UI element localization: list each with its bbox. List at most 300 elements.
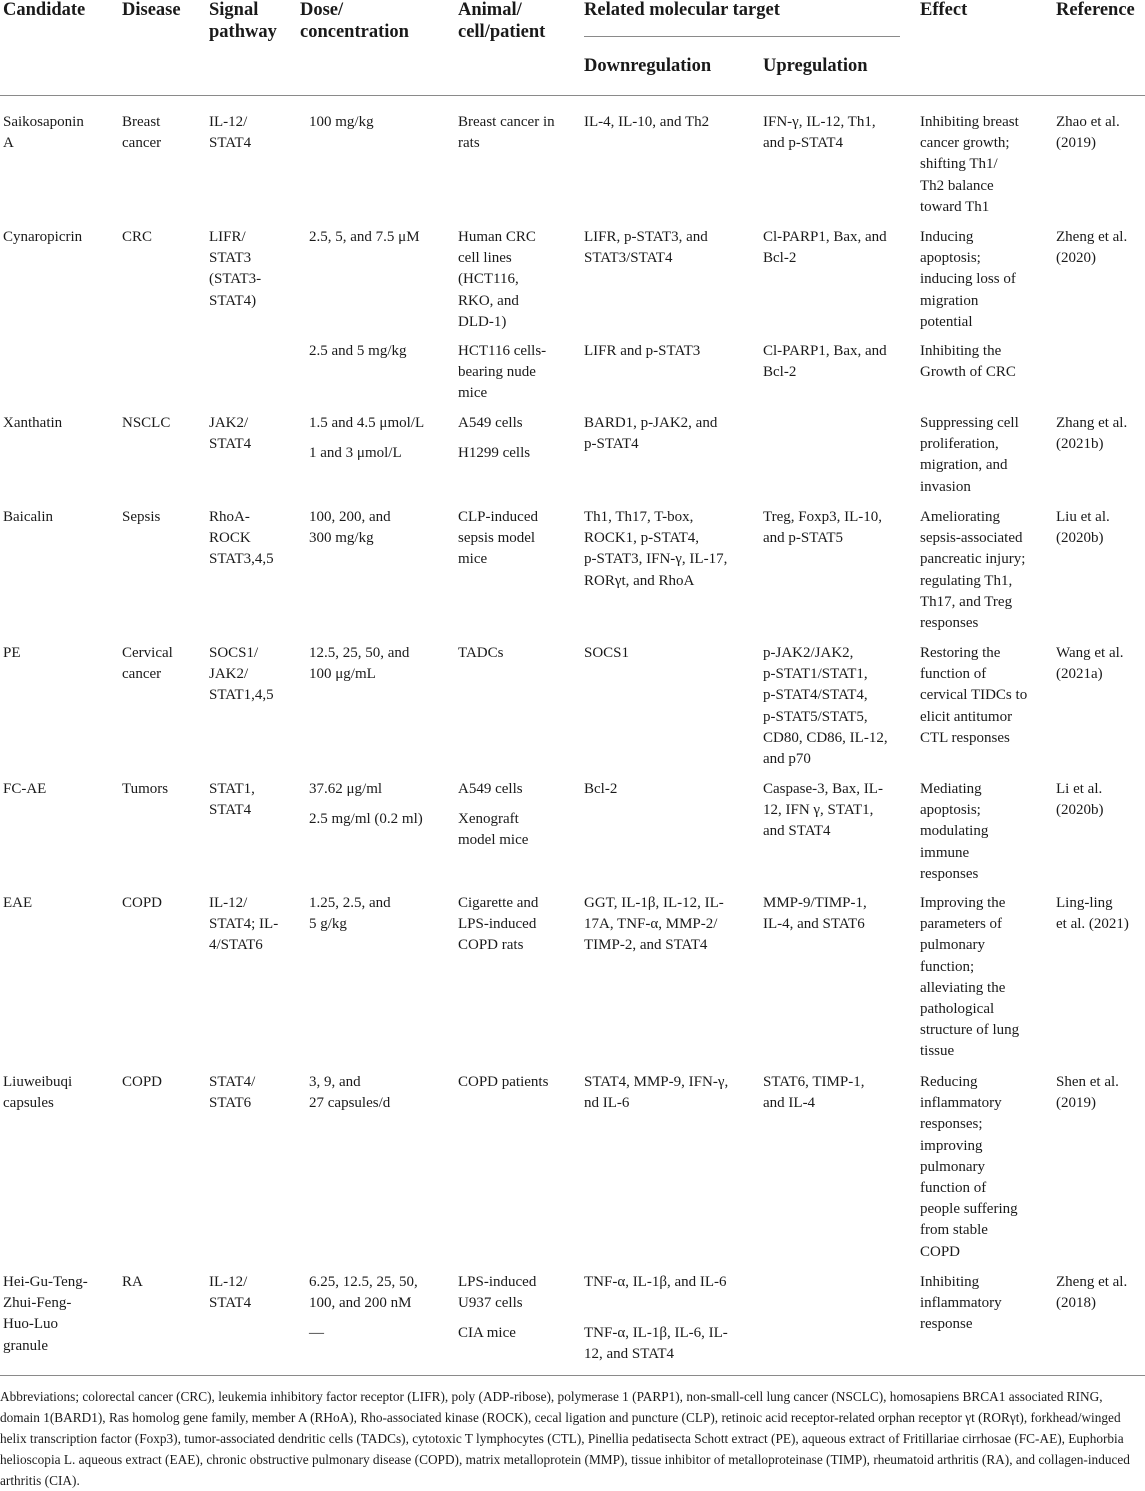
- header-subject: Animal/ cell/patient: [458, 0, 546, 42]
- cell-candidate: [3, 1072, 115, 1114]
- cell-line: RKO, and: [458, 292, 519, 309]
- cell-line: IL-4, IL-10, and Th2: [584, 114, 710, 130]
- cell-down: [584, 1323, 760, 1365]
- cell-line: 12, IFN γ, STAT1,: [763, 802, 874, 819]
- cell-subject: [458, 443, 580, 464]
- cell-line: Xanthatin: [3, 415, 63, 431]
- cell-disease: [122, 643, 207, 685]
- cell-effect: [920, 893, 1052, 1063]
- cell-line: COPD rats: [458, 937, 524, 954]
- cell-candidate: [3, 413, 115, 434]
- cell-line: Improving the: [920, 895, 1006, 911]
- cell-line: cancer: [122, 666, 162, 683]
- cell-line: Saikosaponin: [3, 114, 84, 130]
- cell-line: Baicalin: [3, 509, 53, 525]
- cell-line: Huo-Luo: [3, 1316, 58, 1333]
- cell-line: (2020b): [1056, 530, 1104, 547]
- cell-line: Reducing: [920, 1074, 978, 1090]
- cell-down: [584, 893, 760, 957]
- cell-line: pulmonary: [920, 937, 985, 954]
- cell-subject: [458, 643, 580, 664]
- cell-line: IL-12/: [209, 895, 248, 911]
- cell-line: CTL responses: [920, 729, 1010, 746]
- cell-line: STAT4: [209, 1295, 252, 1312]
- cell-reference: [1056, 779, 1145, 821]
- cell-reference: [1056, 507, 1145, 549]
- cell-line: from stable: [920, 1222, 988, 1239]
- cell-line: H1299 cells: [458, 445, 531, 461]
- cell-line: tissue: [920, 1043, 955, 1060]
- cell-line: Bcl-2: [584, 781, 618, 797]
- cell-line: Ameliorating: [920, 509, 1000, 525]
- cell-line: CLP-induced: [458, 509, 538, 525]
- cell-line: MMP-9/TIMP-1,: [763, 895, 867, 911]
- cell-subject: [458, 227, 580, 333]
- cell-line: STAT4: [209, 436, 252, 453]
- cell-reference: [1056, 893, 1145, 935]
- cell-line: (2019): [1056, 135, 1096, 152]
- cell-line: p-JAK2/JAK2,: [763, 645, 854, 661]
- cell-line: CIA mice: [458, 1325, 516, 1341]
- cell-line: CD80, CD86, IL-12,: [763, 729, 888, 746]
- cell-line: p-STAT4: [584, 436, 639, 453]
- cell-line: JAK2/: [209, 415, 249, 431]
- cell-line: immune: [920, 844, 970, 861]
- cell-dose: [309, 1072, 454, 1114]
- cell-up: [763, 893, 915, 935]
- cell-line: 2.5 and 5 mg/kg: [309, 343, 407, 359]
- cell-line: Breast: [122, 114, 161, 130]
- cell-subject: [458, 413, 580, 434]
- cell-line: inflammatory: [920, 1295, 1002, 1312]
- cell-line: function of: [920, 1180, 987, 1197]
- cell-line: DLD-1): [458, 313, 507, 330]
- cell-line: NSCLC: [122, 415, 171, 431]
- cell-line: apoptosis;: [920, 802, 981, 819]
- cell-line: Breast cancer in: [458, 114, 555, 130]
- cell-effect: [920, 779, 1052, 885]
- cell-line: IL-12/: [209, 1274, 248, 1290]
- cell-candidate: [3, 112, 115, 154]
- cell-line: migration, and: [920, 457, 1008, 474]
- cell-line: LIFR, p-STAT3, and: [584, 229, 708, 245]
- cell-line: TNF-α, IL-1β, IL-6, IL-: [584, 1325, 728, 1341]
- cell-line: elicit antitumor: [920, 708, 1013, 725]
- cell-line: 100, and 200 nM: [309, 1295, 412, 1312]
- cell-line: 100 μg/mL: [309, 666, 376, 683]
- cell-down: [584, 507, 760, 592]
- cell-line: (2021a): [1056, 666, 1103, 683]
- cell-line: STAT4: [209, 802, 252, 819]
- cell-line: 4/STAT6: [209, 937, 263, 954]
- cell-line: responses: [920, 615, 979, 632]
- cell-line: function;: [920, 958, 975, 975]
- cell-line: 6.25, 12.5, 25, 50,: [309, 1274, 418, 1290]
- cell-line: rats: [458, 135, 480, 152]
- cell-line: granule: [3, 1337, 48, 1354]
- cell-line: RA: [122, 1274, 143, 1290]
- cell-line: LPS-induced: [458, 1274, 537, 1290]
- cell-line: Suppressing cell: [920, 415, 1019, 431]
- cell-line: and IL-4: [763, 1095, 816, 1112]
- cell-dose: [309, 1272, 454, 1314]
- cell-line: mice: [458, 385, 488, 402]
- cell-line: LIFR and p-STAT3: [584, 343, 701, 359]
- cell-line: Inhibiting breast: [920, 114, 1019, 130]
- cell-line: 12.5, 25, 50, and: [309, 645, 410, 661]
- cell-line: A: [3, 135, 14, 152]
- cell-line: TIMP-2, and STAT4: [584, 937, 708, 954]
- cell-line: LIFR/: [209, 229, 246, 245]
- cell-line: Liu et al.: [1056, 509, 1110, 525]
- cell-line: Wang et al.: [1056, 645, 1124, 661]
- cell-reference: [1056, 643, 1145, 685]
- cell-line: 1.25, 2.5, and: [309, 895, 391, 911]
- cell-down: [584, 413, 760, 455]
- cell-disease: [122, 1072, 207, 1093]
- header-dose: Dose/ concentration: [300, 0, 409, 42]
- cell-line: A549 cells: [458, 781, 523, 797]
- cell-effect: [920, 1272, 1052, 1336]
- cell-line: IL-4, and STAT6: [763, 916, 865, 933]
- cell-line: Xenograft: [458, 811, 519, 827]
- header-subrule: [584, 36, 900, 37]
- cell-candidate: [3, 893, 115, 914]
- cell-line: Zheng et al.: [1056, 1274, 1128, 1290]
- cell-line: A549 cells: [458, 415, 523, 431]
- cell-dose: [309, 779, 454, 800]
- cell-candidate: [3, 643, 115, 664]
- cell-subject: [458, 1272, 580, 1314]
- cell-line: Tumors: [122, 781, 169, 797]
- cell-line: improving: [920, 1137, 983, 1154]
- cell-line: responses: [920, 865, 979, 882]
- cell-subject: [458, 779, 580, 800]
- cell-line: Inhibiting the: [920, 343, 1002, 359]
- cell-line: Th1, Th17, T-box,: [584, 509, 694, 525]
- cell-line: Cl-PARP1, Bax, and: [763, 343, 887, 359]
- cell-line: GGT, IL-1β, IL-12, IL-: [584, 895, 724, 911]
- cell-line: Sepsis: [122, 509, 161, 525]
- cell-line: 100 mg/kg: [309, 114, 374, 130]
- cell-down: [584, 779, 760, 800]
- cell-line: Th2 balance: [920, 177, 994, 194]
- header-upregulation: Upregulation: [763, 56, 868, 76]
- cell-effect: [920, 227, 1052, 333]
- cell-line: toward Th1: [920, 198, 990, 215]
- cell-up: [763, 507, 915, 549]
- cell-line: apoptosis;: [920, 250, 981, 267]
- cell-line: Bcl-2: [763, 250, 797, 267]
- cell-line: inflammatory: [920, 1095, 1002, 1112]
- cell-line: Inhibiting: [920, 1274, 980, 1290]
- cell-line: Bcl-2: [763, 364, 797, 381]
- cell-reference: [1056, 112, 1145, 154]
- cell-line: p-STAT3, IFN-γ, IL-17,: [584, 551, 728, 568]
- abbreviations-text: Abbreviations; colorectal cancer (CRC), leukemia inhibitory factor receptor (LIFR), poly (ADP-ribose), polymerase 1 (PARP1), non-small-cell lung cancer (NSCLC), homosapiens BRCA1 associated RING, domain 1(BARD1), Ras homolog gene family, member A (RHoA), Rho-associated kinase (ROCK), cecal ligation and puncture (CLP), retinoic acid receptor-related orphan receptor γt (RORγt), forkhead/winged helix transcription factor (Foxp3), tumor-associated dendritic cells (TADCs), cytotoxic T lymphocytes (CTL), Pinellia pedatisecta Schott extract (PE), aqueous extract of Fritillariae cirrhosae (FC-AE), Euphorbia helioscopia L. aqueous extract (EAE), chronic obstructive pulmonary disease (COPD), matrix metalloprotein (MMP), tissue inhibitor of metalloproteinase (TIMP), rheumatoid arthritis (RA), and collagen-induced arthritis (CIA).: [0, 1389, 1130, 1488]
- cell-line: shifting Th1/: [920, 156, 998, 173]
- cell-candidate: [3, 779, 115, 800]
- cell-line: IFN-γ, IL-12, Th1,: [763, 114, 876, 130]
- cell-line: STAT1,4,5: [209, 687, 274, 704]
- cell-line: 17A, TNF-α, MMP-2/: [584, 916, 718, 933]
- cell-line: RhoA-: [209, 509, 250, 525]
- cell-disease: [122, 1272, 207, 1293]
- cell-line: (HCT116,: [458, 271, 519, 288]
- cell-line: —: [309, 1325, 324, 1341]
- cell-line: potential: [920, 313, 973, 330]
- table-footnote: [0, 1375, 1145, 1491]
- cell-reference: [1056, 1272, 1145, 1314]
- cell-subject: [458, 1072, 580, 1093]
- cell-effect: [920, 112, 1052, 218]
- cell-line: BARD1, p-JAK2, and: [584, 415, 718, 431]
- cell-line: p-STAT1/STAT1,: [763, 666, 868, 683]
- cell-line: modulating: [920, 823, 989, 840]
- cell-line: 2.5, 5, and 7.5 μM: [309, 229, 420, 245]
- cell-line: 100, 200, and: [309, 509, 391, 525]
- cell-up: [763, 341, 915, 383]
- cell-line: Ling-ling: [1056, 895, 1113, 911]
- cell-down: [584, 1072, 760, 1114]
- cell-line: (2021b): [1056, 436, 1104, 453]
- cell-pathway: [209, 643, 297, 707]
- cell-line: (STAT3-: [209, 271, 262, 288]
- cell-line: Inducing: [920, 229, 974, 245]
- cell-line: SOCS1/: [209, 645, 259, 661]
- cell-line: Liuweibuqi: [3, 1074, 73, 1090]
- cell-line: cervical TIDCs to: [920, 687, 1028, 704]
- cell-subject: [458, 809, 580, 851]
- cell-line: STAT4; IL-: [209, 916, 279, 933]
- cell-line: 2.5 mg/ml (0.2 ml): [309, 811, 423, 827]
- cell-line: p-STAT5/STAT5,: [763, 708, 868, 725]
- cell-line: pathological: [920, 1001, 995, 1018]
- cell-line: Zhui-Feng-: [3, 1295, 72, 1312]
- cell-line: parameters of: [920, 916, 1003, 933]
- cell-subject: [458, 507, 580, 571]
- cell-line: COPD patients: [458, 1074, 549, 1090]
- cell-line: TNF-α, IL-1β, and IL-6: [584, 1274, 727, 1290]
- cell-disease: [122, 413, 207, 434]
- cell-disease: [122, 507, 207, 528]
- cell-line: COPD: [920, 1243, 961, 1260]
- cell-down: [584, 1272, 760, 1293]
- cell-line: STAT6: [209, 1095, 252, 1112]
- cell-line: HCT116 cells-: [458, 343, 547, 359]
- cell-effect: [920, 1072, 1052, 1263]
- cell-dose: [309, 893, 454, 935]
- cell-line: nd IL-6: [584, 1095, 630, 1112]
- cell-line: 300 mg/kg: [309, 530, 374, 547]
- cell-line: 1 and 3 μmol/L: [309, 445, 402, 461]
- cell-pathway: [209, 1072, 297, 1114]
- cell-line: 27 capsules/d: [309, 1095, 391, 1112]
- cell-line: regulating Th1,: [920, 572, 1013, 589]
- cell-effect: [920, 643, 1052, 749]
- cell-line: COPD: [122, 895, 163, 911]
- cell-line: Th17, and Treg: [920, 593, 1013, 610]
- cell-line: proliferation,: [920, 436, 999, 453]
- cell-line: model mice: [458, 832, 529, 849]
- header-disease: Disease: [122, 0, 181, 20]
- cell-effect: [920, 341, 1052, 383]
- cell-down: [584, 227, 760, 269]
- cell-line: TADCs: [458, 645, 504, 661]
- cell-line: sepsis-associated: [920, 530, 1023, 547]
- cell-pathway: [209, 413, 297, 455]
- cell-line: STAT4, MMP-9, IFN-γ,: [584, 1074, 729, 1090]
- cell-line: structure of lung: [920, 1022, 1020, 1039]
- header-signal-pathway: Signal pathway: [209, 0, 277, 42]
- cell-line: cell lines: [458, 250, 512, 267]
- cell-line: STAT4: [209, 135, 252, 152]
- cell-dose: [309, 341, 454, 362]
- cell-line: STAT3,4,5: [209, 551, 274, 568]
- cell-line: Cynaropicrin: [3, 229, 83, 245]
- cell-line: function of: [920, 666, 987, 683]
- cell-reference: [1056, 413, 1145, 455]
- cell-line: STAT1,: [209, 781, 255, 797]
- cell-line: Zhang et al.: [1056, 415, 1128, 431]
- cell-up: [763, 227, 915, 269]
- cell-dose: [309, 413, 454, 434]
- cell-line: cancer growth;: [920, 135, 1010, 152]
- cell-line: 37.62 μg/ml: [309, 781, 383, 797]
- cell-down: [584, 112, 760, 133]
- cell-down: [584, 643, 760, 664]
- cell-line: Zhao et al.: [1056, 114, 1120, 130]
- cell-line: 3, 9, and: [309, 1074, 361, 1090]
- cell-line: responses;: [920, 1116, 983, 1133]
- cell-line: CRC: [122, 229, 153, 245]
- cell-line: Cigarette and: [458, 895, 539, 911]
- cell-candidate: [3, 507, 115, 528]
- cell-line: mice: [458, 551, 488, 568]
- cell-line: Zheng et al.: [1056, 229, 1128, 245]
- cell-line: RORγt, and RhoA: [584, 572, 695, 589]
- cell-line: pulmonary: [920, 1158, 985, 1175]
- cell-down: [584, 341, 760, 362]
- cell-line: (2020b): [1056, 802, 1104, 819]
- cell-line: 5 g/kg: [309, 916, 347, 933]
- cell-line: Shen et al.: [1056, 1074, 1119, 1090]
- cell-line: p-STAT4/STAT4,: [763, 687, 868, 704]
- cell-line: inducing loss of: [920, 271, 1016, 288]
- cell-line: COPD: [122, 1074, 163, 1090]
- header-effect: Effect: [920, 0, 968, 20]
- header-related-target: Related molecular target: [584, 0, 780, 20]
- cell-line: (2020): [1056, 250, 1096, 267]
- cell-candidate: [3, 1272, 115, 1357]
- header-reference: Reference: [1056, 0, 1135, 20]
- table-header: [0, 0, 1145, 96]
- cell-line: Human CRC: [458, 229, 536, 245]
- cell-line: IL-12/: [209, 114, 248, 130]
- cell-effect: [920, 507, 1052, 634]
- cell-candidate: [3, 227, 115, 248]
- cell-up: [763, 112, 915, 154]
- cell-line: 12, and STAT4: [584, 1346, 675, 1363]
- cell-line: Mediating: [920, 781, 982, 797]
- cell-line: STAT4): [209, 292, 257, 309]
- cell-dose: [309, 1323, 454, 1344]
- cell-subject: [458, 893, 580, 957]
- cell-pathway: [209, 227, 297, 312]
- cell-disease: [122, 112, 207, 154]
- cell-line: Treg, Foxp3, IL-10,: [763, 509, 883, 525]
- cell-line: ROCK1, p-STAT4,: [584, 530, 700, 547]
- cell-pathway: [209, 779, 297, 821]
- cell-dose: [309, 112, 454, 133]
- cell-subject: [458, 1323, 580, 1344]
- cell-line: STAT4/: [209, 1074, 256, 1090]
- cell-line: STAT3: [209, 250, 252, 267]
- header-downregulation: Downregulation: [584, 56, 712, 76]
- cell-disease: [122, 893, 207, 914]
- cell-line: pancreatic injury;: [920, 551, 1026, 568]
- cell-up: [763, 779, 915, 843]
- cell-line: Li et al.: [1056, 781, 1103, 797]
- cell-effect: [920, 413, 1052, 498]
- cell-line: cancer: [122, 135, 162, 152]
- cell-line: 1.5 and 4.5 μmol/L: [309, 415, 425, 431]
- cell-line: (2018): [1056, 1295, 1096, 1312]
- cell-subject: [458, 112, 580, 154]
- cell-line: Growth of CRC: [920, 364, 1016, 381]
- cell-disease: [122, 227, 207, 248]
- cell-dose: [309, 227, 454, 248]
- cell-line: Cl-PARP1, Bax, and: [763, 229, 887, 245]
- cell-line: Caspase-3, Bax, IL-: [763, 781, 883, 797]
- cell-line: migration: [920, 292, 979, 309]
- cell-line: alleviating the: [920, 979, 1006, 996]
- cell-subject: [458, 341, 580, 405]
- cell-line: EAE: [3, 895, 33, 911]
- cell-line: ROCK: [209, 530, 251, 547]
- cell-line: and p-STAT4: [763, 135, 844, 152]
- cell-line: U937 cells: [458, 1295, 523, 1312]
- cell-line: and p-STAT5: [763, 530, 844, 547]
- cell-line: invasion: [920, 478, 971, 495]
- cell-dose: [309, 643, 454, 685]
- cell-line: and p70: [763, 751, 811, 768]
- cell-line: FC-AE: [3, 781, 47, 797]
- cell-up: [763, 1072, 915, 1114]
- cell-dose: [309, 443, 454, 464]
- cell-up: [763, 643, 915, 770]
- cell-line: STAT6, TIMP-1,: [763, 1074, 865, 1090]
- cell-reference: [1056, 1072, 1145, 1114]
- cell-line: and STAT4: [763, 823, 831, 840]
- cell-dose: [309, 507, 454, 549]
- cell-pathway: [209, 1272, 297, 1314]
- cell-disease: [122, 779, 207, 800]
- cell-line: SOCS1: [584, 645, 630, 661]
- cell-line: PE: [3, 645, 21, 661]
- cell-pathway: [209, 893, 297, 957]
- cell-dose: [309, 809, 454, 830]
- cell-reference: [1056, 227, 1145, 269]
- cell-pathway: [209, 507, 297, 571]
- header-candidate: Candidate: [3, 0, 86, 20]
- cell-line: JAK2/: [209, 666, 249, 683]
- cell-line: Cervical: [122, 645, 173, 661]
- cell-line: bearing nude: [458, 364, 536, 381]
- cell-pathway: [209, 112, 297, 154]
- cell-line: (2019): [1056, 1095, 1096, 1112]
- cell-line: Restoring the: [920, 645, 1001, 661]
